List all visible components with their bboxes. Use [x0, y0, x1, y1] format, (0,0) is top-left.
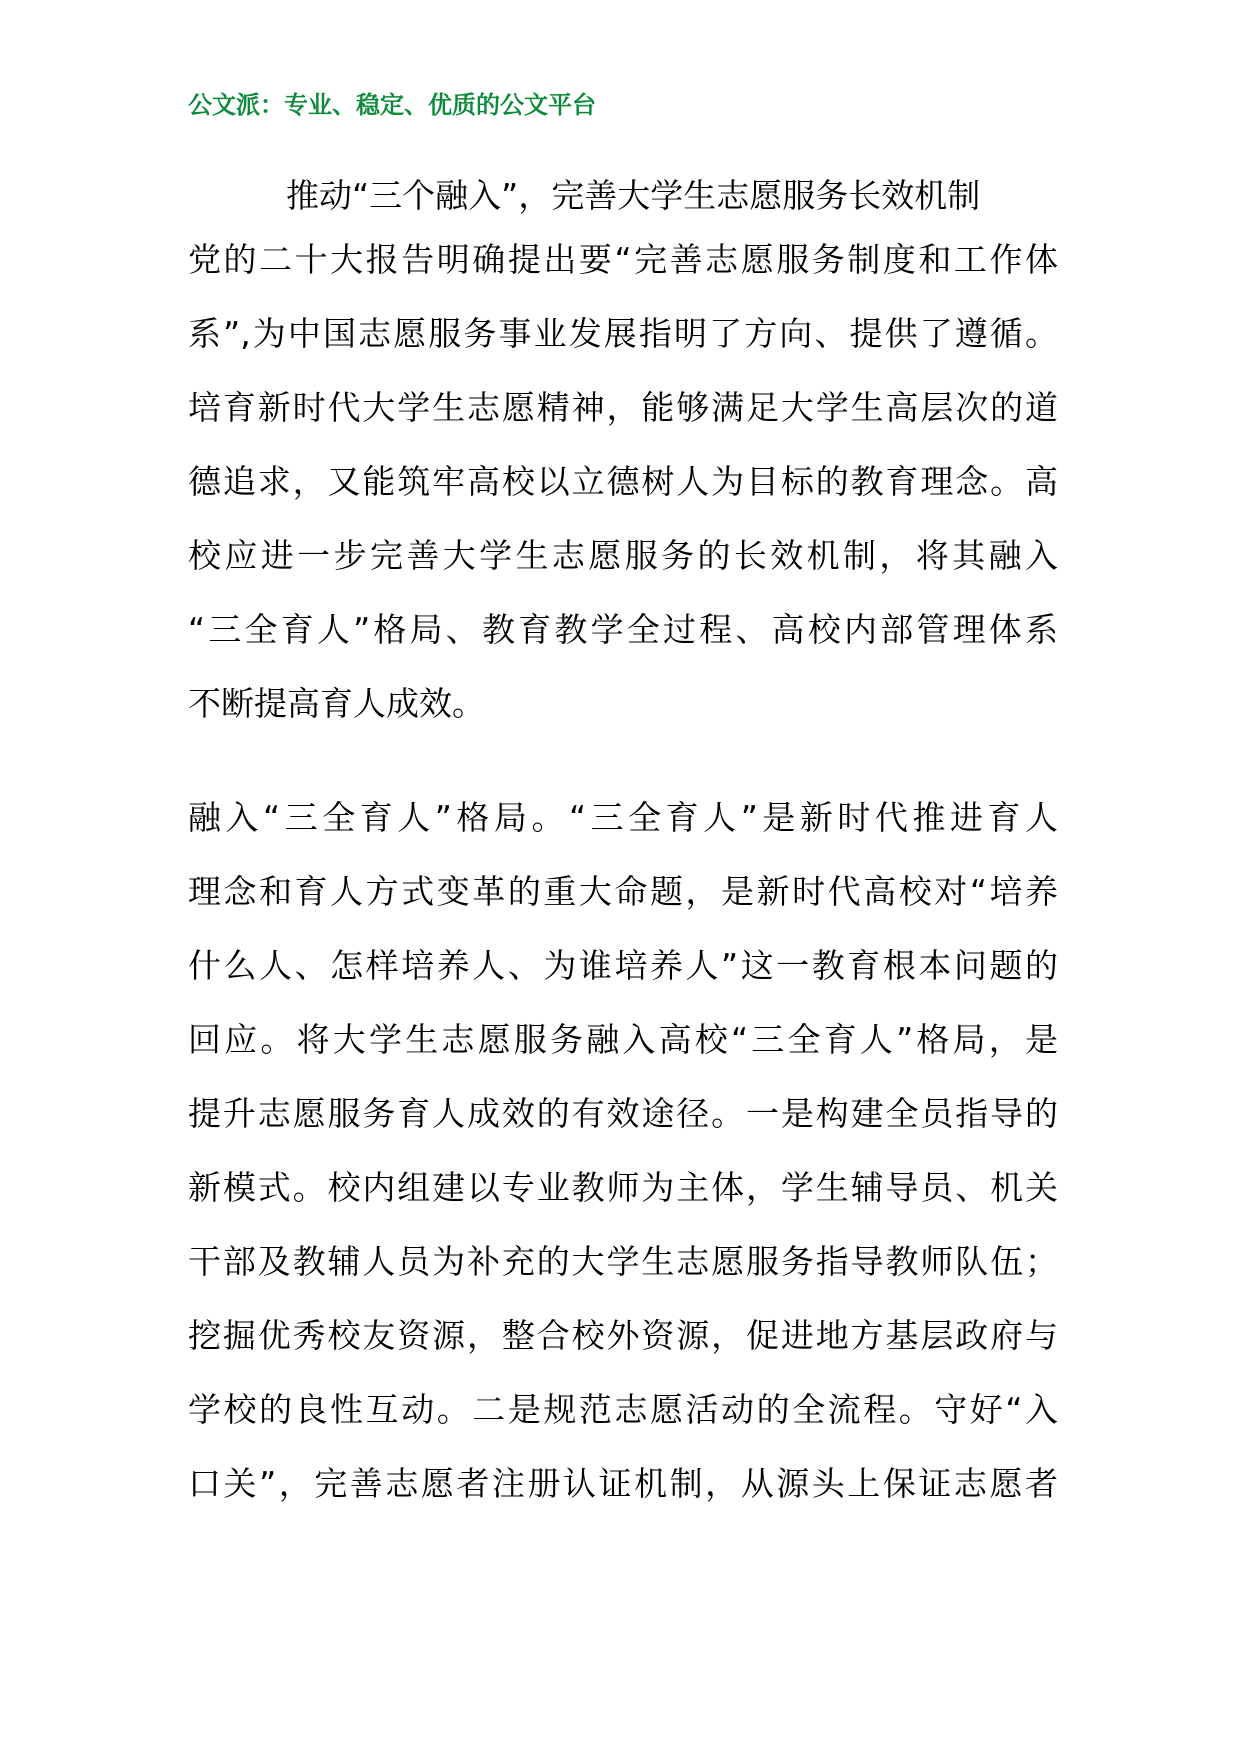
paragraph-line: 培育新时代大学生志愿精神，能够满足大学生高层次的道: [188, 388, 1058, 427]
paragraph-line: “三全育人”格局、教育教学全过程、高校内部管理体系: [188, 610, 1058, 649]
paragraph-line: 挖掘优秀校友资源，整合校外资源，促进地方基层政府与: [188, 1316, 1058, 1355]
paragraph-line: 党的二十大报告明确提出要“完善志愿服务制度和工作体: [188, 240, 1058, 279]
paragraph-line: 新模式。校内组建以专业教师为主体，学生辅导员、机关: [188, 1168, 1058, 1207]
paragraph-2: [188, 794, 1058, 1534]
brand-header: 公文派：专业、稳定、优质的公文平台: [188, 90, 596, 119]
paragraph-line: 学校的良性互动。二是规范志愿活动的全流程。守好“入: [188, 1390, 1058, 1429]
paragraph-line: 口关”，完善志愿者注册认证机制，从源头上保证志愿者: [188, 1464, 1058, 1503]
paragraph-line: 不断提高育人成效。: [188, 684, 485, 723]
paragraph-line: 什么人、怎样培养人、为谁培养人”这一教育根本问题的: [188, 946, 1058, 985]
paragraph-1: [188, 236, 1058, 754]
paragraph-line: 理念和育人方式变革的重大命题，是新时代高校对“培养: [188, 872, 1058, 911]
paragraph-line: 干部及教辅人员为补充的大学生志愿服务指导教师队伍；: [188, 1242, 1058, 1281]
paragraph-line: 校应进一步完善大学生志愿服务的长效机制，将其融入: [188, 536, 1058, 575]
document-title: 推动“三个融入”，完善大学生志愿服务长效机制: [286, 176, 981, 215]
paragraph-line: 德追求，又能筑牢高校以立德树人为目标的教育理念。高: [188, 462, 1058, 501]
paragraph-line: 系”,为中国志愿服务事业发展指明了方向、提供了遵循。: [188, 314, 1058, 353]
paragraph-line: 回应。将大学生志愿服务融入高校“三全育人”格局，是: [188, 1020, 1058, 1059]
paragraph-line: 提升志愿服务育人成效的有效途径。一是构建全员指导的: [188, 1094, 1058, 1133]
paragraph-line: 融入“三全育人”格局。“三全育人”是新时代推进育人: [188, 798, 1058, 837]
